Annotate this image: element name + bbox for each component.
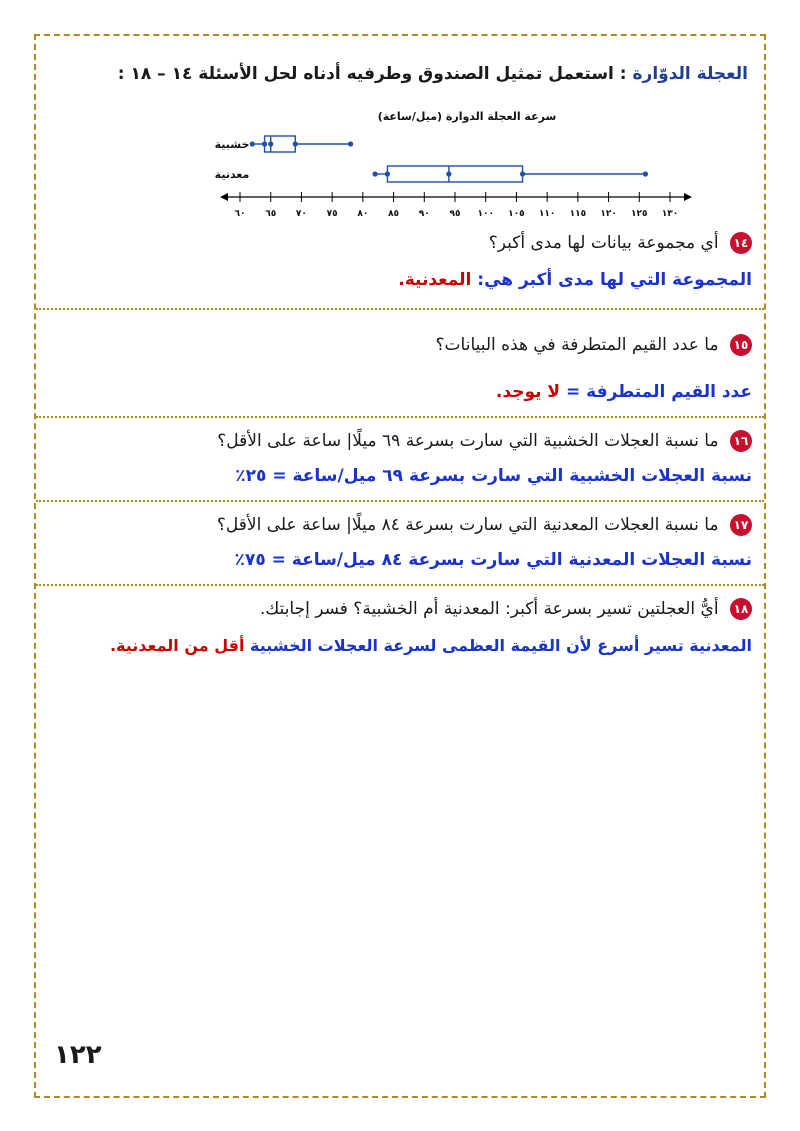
page-number: ١٢٢: [54, 1040, 102, 1070]
question-17-text: ما نسبة العجلات المعدنية التي سارت بسرعة ٨٤ ميلًا| ساعة على الأقل؟: [216, 515, 719, 535]
question-15: [42, 334, 752, 356]
question-16: [42, 430, 752, 452]
answer-18-value: أقل من المعدنية.: [109, 636, 245, 655]
x-tick-label: ١١٥: [569, 209, 587, 219]
point-median-wooden: [268, 141, 273, 146]
question-18: [42, 598, 752, 620]
point-min-metal: [373, 171, 378, 176]
answer-14-lead: المجموعة التي لها مدى أكبر هي:: [471, 270, 752, 290]
question-14: [42, 232, 752, 254]
intro-text: : استعمل تمثيل الصندوق وطرفيه أدناه لحل الأسئلة ١٤ – ١٨ :: [117, 64, 627, 84]
chart-title: سرعة العجلة الدوارة (ميل/ساعة): [377, 110, 557, 123]
x-tick-label: ٨٠: [357, 209, 369, 219]
point-q3-metal: [520, 171, 525, 176]
x-tick-label: ٧٥: [326, 209, 338, 219]
point-q1-wooden: [262, 141, 267, 146]
answer-15: [36, 382, 752, 402]
box-plot: [190, 100, 710, 230]
point-max-metal: [643, 171, 648, 176]
point-q3-wooden: [293, 141, 298, 146]
answer-14: [36, 270, 752, 290]
x-tick-label: ١٣٠: [661, 209, 679, 219]
answer-14-value: المعدنية.: [398, 270, 472, 290]
x-tick-label: ١٢٠: [600, 209, 617, 219]
x-tick-label: ١٢٥: [631, 209, 648, 219]
axis-arrow-right-icon: [684, 193, 692, 201]
question-number-17: ١٧: [730, 514, 752, 536]
separator: [36, 416, 764, 418]
point-q1-metal: [385, 171, 390, 176]
question-number-18: ١٨: [730, 598, 752, 620]
question-number-16: ١٦: [730, 430, 752, 452]
answer-15-value: لا يوجد.: [495, 382, 561, 402]
answer-15-lead: عدد القيم المتطرفة =: [560, 382, 752, 402]
x-tick-label: ٩٥: [449, 209, 461, 219]
axis-arrow-left-icon: [220, 193, 228, 201]
point-median-metal: [446, 171, 451, 176]
answer-18: [36, 636, 752, 655]
question-number-15: ١٥: [730, 334, 752, 356]
answer-18-lead: المعدنية تسير أسرع لأن القيمة العظمى لسرعة العجلات الخشبية: [244, 636, 752, 655]
x-tick-label: ٦٠: [234, 209, 246, 219]
box-metal: [387, 166, 522, 182]
intro-line: [48, 64, 748, 84]
answer-17-text: نسبة العجلات المعدنية التي سارت بسرعة ٨٤ ميل/ساعة = ٧٥٪: [234, 550, 752, 570]
x-tick-label: ٧٠: [295, 209, 307, 219]
answer-17: [36, 550, 752, 570]
series-label-wooden: خشبية: [214, 138, 250, 151]
answer-16-text: نسبة العجلات الخشبية التي سارت بسرعة ٦٩ ميل/ساعة = ٢٥٪: [235, 466, 752, 486]
series-label-metal: معدنية: [214, 168, 250, 181]
point-min-wooden: [250, 141, 255, 146]
x-tick-label: ١٠٥: [508, 209, 525, 219]
intro-label: العجلة الدوّارة: [632, 64, 748, 84]
question-16-text: ما نسبة العجلات الخشبية التي سارت بسرعة ٦٩ ميلًا| ساعة على الأقل؟: [217, 431, 719, 451]
separator: [36, 500, 764, 502]
answer-16: [36, 466, 752, 486]
question-number-14: ١٤: [730, 232, 752, 254]
x-tick-label: ١١٠: [538, 209, 556, 219]
x-tick-label: ١٠٠: [477, 209, 494, 219]
separator: [36, 308, 764, 310]
question-18-text: أيُّ العجلتين تسير بسرعة أكبر: المعدنية أم الخشبية؟ فسر إجابتك.: [259, 599, 719, 619]
question-17: [42, 514, 752, 536]
x-tick-label: ٩٠: [418, 209, 430, 219]
x-tick-label: ٨٥: [388, 209, 400, 219]
point-max-wooden: [348, 141, 353, 146]
separator: [36, 584, 764, 586]
question-15-text: ما عدد القيم المتطرفة في هذه البيانات؟: [435, 335, 719, 355]
x-tick-label: ٦٥: [265, 209, 277, 219]
question-14-text: أي مجموعة بيانات لها مدى أكبر؟: [488, 233, 719, 253]
